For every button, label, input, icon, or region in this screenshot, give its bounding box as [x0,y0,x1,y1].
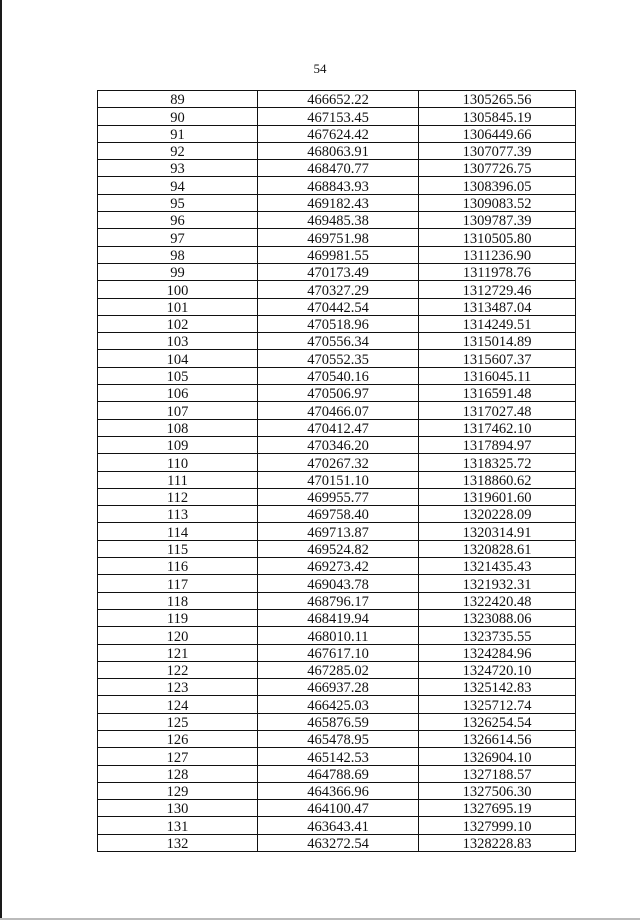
x-coordinate-cell: 470327.29 [258,281,419,298]
point-number-cell: 124 [98,696,258,713]
point-number-cell: 103 [98,333,258,350]
y-coordinate-cell: 1317027.48 [419,402,576,419]
y-coordinate-cell: 1311236.90 [419,246,576,263]
point-number-cell: 123 [98,679,258,696]
table-row [98,575,576,592]
table-row [98,263,576,280]
point-number-cell: 104 [98,350,258,367]
y-coordinate-cell: 1327188.57 [419,765,576,782]
point-number-cell: 109 [98,436,258,453]
point-number-cell: 114 [98,523,258,540]
y-coordinate-cell: 1316591.48 [419,385,576,402]
point-number-cell: 120 [98,627,258,644]
y-coordinate-cell: 1321932.31 [419,575,576,592]
x-coordinate-cell: 469758.40 [258,506,419,523]
point-number-cell: 113 [98,506,258,523]
x-coordinate-cell: 470412.47 [258,419,419,436]
table-row [98,212,576,229]
y-coordinate-cell: 1305845.19 [419,108,576,125]
y-coordinate-cell: 1327695.19 [419,800,576,817]
x-coordinate-cell: 468470.77 [258,160,419,177]
x-coordinate-cell: 469524.82 [258,540,419,557]
table-row [98,246,576,263]
point-number-cell: 115 [98,540,258,557]
x-coordinate-cell: 467617.10 [258,644,419,661]
x-coordinate-cell: 468063.91 [258,142,419,159]
table-row [98,402,576,419]
point-number-cell: 127 [98,748,258,765]
point-number-cell: 98 [98,246,258,263]
table-row [98,454,576,471]
x-coordinate-cell: 464788.69 [258,765,419,782]
y-coordinate-cell: 1320828.61 [419,540,576,557]
table-row [98,229,576,246]
y-coordinate-cell: 1312729.46 [419,281,576,298]
table-row [98,765,576,782]
point-number-cell: 110 [98,454,258,471]
y-coordinate-cell: 1323735.55 [419,627,576,644]
x-coordinate-cell: 470552.35 [258,350,419,367]
table-row [98,730,576,747]
x-coordinate-cell: 464100.47 [258,800,419,817]
x-coordinate-cell: 469182.43 [258,194,419,211]
y-coordinate-cell: 1317894.97 [419,436,576,453]
y-coordinate-cell: 1318325.72 [419,454,576,471]
point-number-cell: 101 [98,298,258,315]
page-number: 54 [313,61,327,76]
y-coordinate-cell: 1326254.54 [419,713,576,730]
point-number-cell: 105 [98,367,258,384]
table-row [98,748,576,765]
table-row [98,385,576,402]
x-coordinate-cell: 468010.11 [258,627,419,644]
x-coordinate-cell: 467624.42 [258,125,419,142]
point-number-cell: 128 [98,765,258,782]
table-row [98,419,576,436]
table-row [98,713,576,730]
table-row [98,471,576,488]
x-coordinate-cell: 469273.42 [258,558,419,575]
x-coordinate-cell: 469751.98 [258,229,419,246]
x-coordinate-cell: 464366.96 [258,782,419,799]
x-coordinate-cell: 470540.16 [258,367,419,384]
point-number-cell: 116 [98,558,258,575]
point-number-cell: 93 [98,160,258,177]
point-number-cell: 129 [98,782,258,799]
y-coordinate-cell: 1309083.52 [419,194,576,211]
point-number-cell: 90 [98,108,258,125]
table-row [98,592,576,609]
y-coordinate-cell: 1324720.10 [419,661,576,678]
y-coordinate-cell: 1320228.09 [419,506,576,523]
table-row [98,679,576,696]
y-coordinate-cell: 1307726.75 [419,160,576,177]
point-number-cell: 130 [98,800,258,817]
x-coordinate-cell: 470173.49 [258,263,419,280]
point-number-cell: 96 [98,212,258,229]
table-row [98,782,576,799]
table-row [98,834,576,851]
x-coordinate-cell: 470518.96 [258,315,419,332]
x-coordinate-cell: 467285.02 [258,661,419,678]
x-coordinate-cell: 470506.97 [258,385,419,402]
point-number-cell: 100 [98,281,258,298]
table-row [98,108,576,125]
point-number-cell: 126 [98,730,258,747]
y-coordinate-cell: 1305265.56 [419,91,576,108]
x-coordinate-cell: 470466.07 [258,402,419,419]
x-coordinate-cell: 466652.22 [258,91,419,108]
point-number-cell: 108 [98,419,258,436]
point-number-cell: 117 [98,575,258,592]
y-coordinate-cell: 1319601.60 [419,488,576,505]
point-number-cell: 91 [98,125,258,142]
y-coordinate-cell: 1326614.56 [419,730,576,747]
point-number-cell: 111 [98,471,258,488]
table-row [98,506,576,523]
point-number-cell: 112 [98,488,258,505]
table-row [98,350,576,367]
point-number-cell: 106 [98,385,258,402]
x-coordinate-cell: 470151.10 [258,471,419,488]
table-row [98,142,576,159]
table-row [98,298,576,315]
y-coordinate-cell: 1328228.83 [419,834,576,851]
table-row [98,281,576,298]
x-coordinate-cell: 469713.87 [258,523,419,540]
y-coordinate-cell: 1327506.30 [419,782,576,799]
x-coordinate-cell: 468419.94 [258,609,419,626]
table-row [98,91,576,108]
table-row [98,609,576,626]
x-coordinate-cell: 467153.45 [258,108,419,125]
x-coordinate-cell: 469485.38 [258,212,419,229]
table-row [98,661,576,678]
table-row [98,436,576,453]
point-number-cell: 107 [98,402,258,419]
point-number-cell: 94 [98,177,258,194]
y-coordinate-cell: 1327999.10 [419,817,576,834]
y-coordinate-cell: 1307077.39 [419,142,576,159]
table-row [98,558,576,575]
y-coordinate-cell: 1322420.48 [419,592,576,609]
point-number-cell: 118 [98,592,258,609]
table-row [98,367,576,384]
x-coordinate-cell: 465478.95 [258,730,419,747]
x-coordinate-cell: 469043.78 [258,575,419,592]
point-number-cell: 95 [98,194,258,211]
y-coordinate-cell: 1315014.89 [419,333,576,350]
point-number-cell: 132 [98,834,258,851]
table-row [98,696,576,713]
x-coordinate-cell: 463643.41 [258,817,419,834]
y-coordinate-cell: 1325142.83 [419,679,576,696]
table-row [98,627,576,644]
x-coordinate-cell: 470267.32 [258,454,419,471]
point-number-cell: 92 [98,142,258,159]
x-coordinate-cell: 469981.55 [258,246,419,263]
x-coordinate-cell: 466937.28 [258,679,419,696]
table-row [98,333,576,350]
point-number-cell: 99 [98,263,258,280]
table-row [98,177,576,194]
y-coordinate-cell: 1308396.05 [419,177,576,194]
table-row [98,523,576,540]
y-coordinate-cell: 1326904.10 [419,748,576,765]
x-coordinate-cell: 470442.54 [258,298,419,315]
y-coordinate-cell: 1320314.91 [419,523,576,540]
coordinates-table [97,90,576,852]
table-row [98,800,576,817]
y-coordinate-cell: 1317462.10 [419,419,576,436]
coordinates-table-body [98,91,576,852]
x-coordinate-cell: 466425.03 [258,696,419,713]
y-coordinate-cell: 1309787.39 [419,212,576,229]
y-coordinate-cell: 1323088.06 [419,609,576,626]
x-coordinate-cell: 470346.20 [258,436,419,453]
y-coordinate-cell: 1318860.62 [419,471,576,488]
y-coordinate-cell: 1324284.96 [419,644,576,661]
x-coordinate-cell: 465876.59 [258,713,419,730]
y-coordinate-cell: 1315607.37 [419,350,576,367]
x-coordinate-cell: 468843.93 [258,177,419,194]
y-coordinate-cell: 1311978.76 [419,263,576,280]
scan-edge [0,0,2,920]
table-row [98,194,576,211]
x-coordinate-cell: 470556.34 [258,333,419,350]
point-number-cell: 97 [98,229,258,246]
point-number-cell: 121 [98,644,258,661]
point-number-cell: 102 [98,315,258,332]
y-coordinate-cell: 1316045.11 [419,367,576,384]
table-row [98,315,576,332]
x-coordinate-cell: 468796.17 [258,592,419,609]
table-row [98,644,576,661]
y-coordinate-cell: 1313487.04 [419,298,576,315]
table-row [98,817,576,834]
table-row [98,125,576,142]
x-coordinate-cell: 463272.54 [258,834,419,851]
y-coordinate-cell: 1310505.80 [419,229,576,246]
y-coordinate-cell: 1325712.74 [419,696,576,713]
point-number-cell: 119 [98,609,258,626]
x-coordinate-cell: 465142.53 [258,748,419,765]
point-number-cell: 131 [98,817,258,834]
y-coordinate-cell: 1306449.66 [419,125,576,142]
y-coordinate-cell: 1321435.43 [419,558,576,575]
point-number-cell: 122 [98,661,258,678]
point-number-cell: 125 [98,713,258,730]
y-coordinate-cell: 1314249.51 [419,315,576,332]
table-row [98,160,576,177]
table-row [98,488,576,505]
point-number-cell: 89 [98,91,258,108]
x-coordinate-cell: 469955.77 [258,488,419,505]
table-row [98,540,576,557]
